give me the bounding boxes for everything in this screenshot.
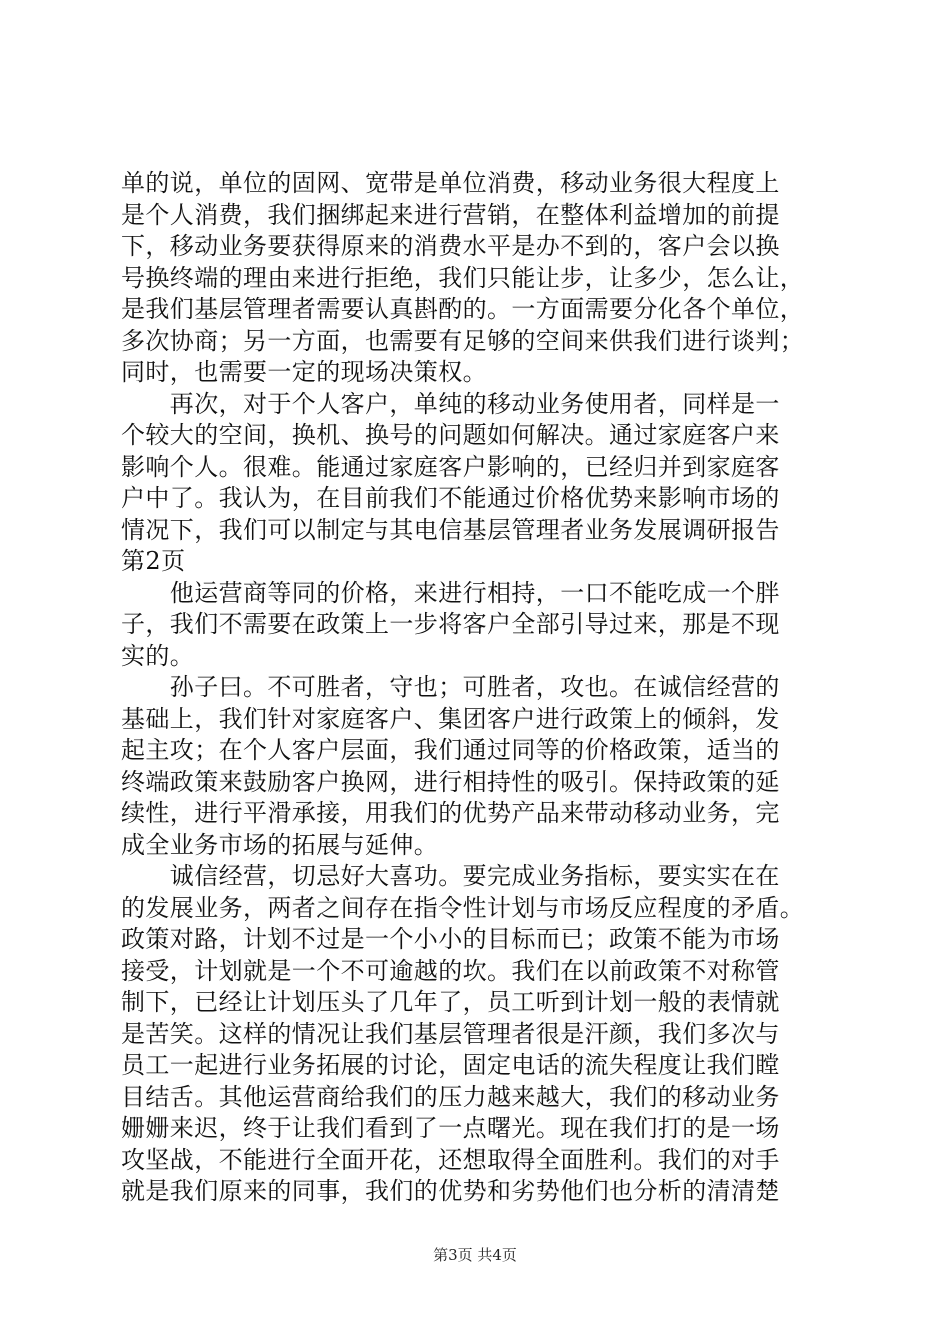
text-line: 是个人消费，我们捆绑起来进行营销，在整体利益增加的前提	[121, 200, 780, 229]
body-text	[121, 168, 841, 1208]
text-line: 基础上，我们针对家庭客户、集团客户进行政策上的倾斜，发	[121, 704, 780, 733]
text-line: 孙子曰。不可胜者，守也；可胜者，攻也。在诚信经营的	[121, 673, 780, 701]
text-line: 员工一起进行业务拓展的讨论，固定电话的流失程度让我们瞠	[121, 1051, 780, 1079]
text-line: 号换终端的理由来进行拒绝，我们只能让步，让多少，怎么让，	[121, 263, 805, 292]
text-line: 制下，已经让计划压头了几年了，员工听到计划一般的表情就	[121, 988, 780, 1016]
text-line: 情况下，我们可以制定与其电信基层管理者业务发展调研报告	[121, 515, 780, 544]
text-line: 他运营商等同的价格，来进行相持，一口不能吃成一个胖	[121, 578, 780, 607]
text-line: 实的。	[121, 641, 195, 670]
text-line: 的发展业务，两者之间存在指令性计划与市场反应程度的矛盾。	[121, 893, 805, 922]
text-line: 单的说，单位的固网、宽带是单位消费，移动业务很大程度上	[121, 169, 780, 197]
text-line: 是苦笑。这样的情况让我们基层管理者很是汗颜，我们多次与	[121, 1019, 780, 1048]
text-line: 终端政策来鼓励客户换网，进行相持性的吸引。保持政策的延	[121, 767, 780, 796]
text-line: 再次，对于个人客户，单纯的移动业务使用者，同样是一	[121, 389, 780, 418]
text-line: 续性，进行平滑承接，用我们的优势产品来带动移动业务，完	[121, 799, 780, 827]
text-line: 个较大的空间，换机、换号的问题如何解决。通过家庭客户来	[121, 421, 780, 449]
text-line: 诚信经营，切忌好大喜功。要完成业务指标，要实实在在	[121, 862, 780, 890]
text-line: 同时，也需要一定的现场决策权。	[121, 358, 487, 386]
text-line: 目结舌。其他运营商给我们的压力越来越大，我们的移动业务	[121, 1082, 780, 1111]
text-line: 姗姗来迟，终于让我们看到了一点曙光。现在我们打的是一场	[121, 1114, 780, 1142]
text-line: 成全业务市场的拓展与延伸。	[121, 830, 439, 859]
text-line: 多次协商；另一方面，也需要有足够的空间来供我们进行谈判；	[121, 326, 805, 355]
text-line: 攻坚战，不能进行全面开花，还想取得全面胜利。我们的对手	[121, 1145, 780, 1174]
text-line: 接受，计划就是一个不可逾越的坎。我们在以前政策不对称管	[121, 956, 780, 985]
text-line: 影响个人。很难。能通过家庭客户影响的，已经归并到家庭客	[121, 452, 780, 481]
text-line: 就是我们原来的同事，我们的优势和劣势他们也分析的清清楚	[121, 1177, 780, 1205]
page-footer: 第3页 共4页	[433, 1246, 517, 1264]
text-line: 下，移动业务要获得原来的消费水平是办不到的，客户会以换	[121, 232, 780, 260]
text-line: 政策对路，计划不过是一个小小的目标而已；政策不能为市场	[121, 925, 780, 953]
text-line: 子，我们不需要在政策上一步将客户全部引导过来，那是不现	[121, 610, 780, 638]
text-line: 户中了。我认为，在目前我们不能通过价格优势来影响市场的	[121, 484, 780, 512]
text-line: 起主攻；在个人客户层面，我们通过同等的价格政策，适当的	[121, 736, 780, 764]
text-line: 是我们基层管理者需要认真斟酌的。一方面需要分化各个单位，	[121, 295, 805, 323]
text-line: 第2页	[121, 547, 186, 575]
